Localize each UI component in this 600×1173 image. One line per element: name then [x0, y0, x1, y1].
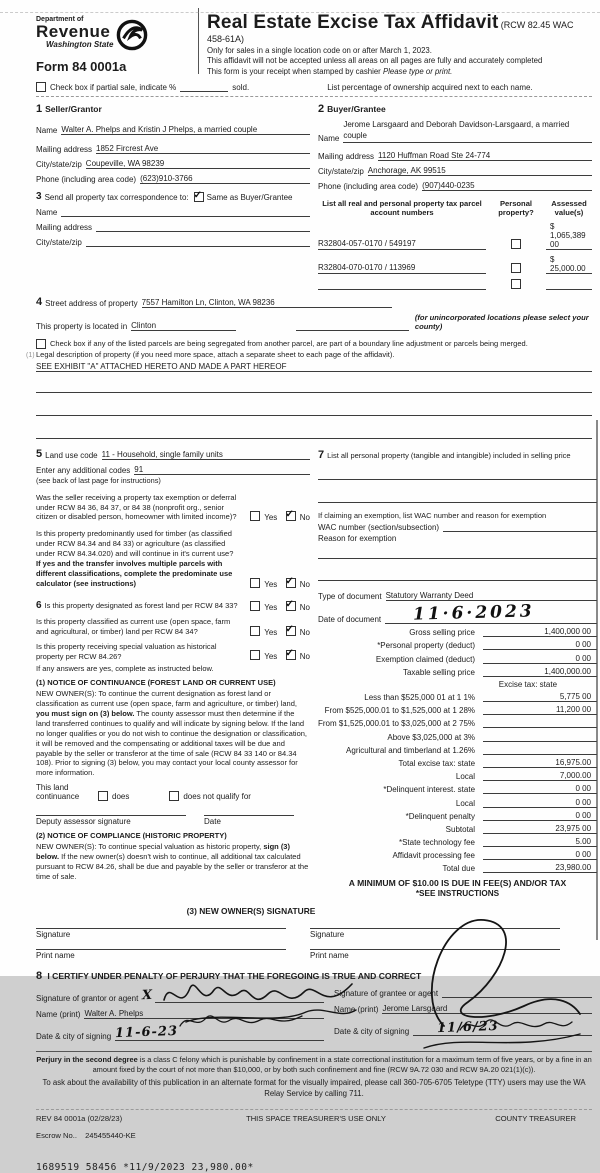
no-label: No: [299, 652, 310, 662]
buyer-name-label: Name: [318, 133, 340, 143]
personal-property-line[interactable]: [318, 493, 597, 503]
correspondence-name-label: Name: [36, 207, 58, 217]
perjury-lead: Perjury in the second degree: [36, 1055, 138, 1065]
no-label: No: [299, 579, 310, 589]
county-note: (for unincorporated locations please select your county): [414, 312, 589, 331]
buyer-phone-label: Phone (including area code): [318, 181, 419, 191]
legal-description-line[interactable]: [36, 406, 592, 416]
new-owner-signature-line[interactable]: Signature: [36, 928, 286, 939]
grantee-name-label: Name (print): [334, 1005, 379, 1015]
historical-no-checkbox[interactable]: [286, 650, 296, 660]
q1-no-checkbox[interactable]: [286, 511, 296, 521]
section8-number: 8: [36, 970, 43, 983]
document-date-field[interactable]: [385, 603, 597, 624]
form-header: [36, 6, 592, 76]
parcel-col1-header: List all real and personal property tax parcel account numbers: [322, 198, 482, 217]
parcel-table-header: [318, 199, 592, 217]
parcel-row: [318, 255, 592, 274]
tax-row-value[interactable]: 7,000.00: [483, 771, 597, 781]
reason-exemption-line[interactable]: [318, 549, 597, 559]
buyer-name-field[interactable]: Jerome Larsgaard and Deborah Davidson-Larsgaard, a married couple: [343, 119, 592, 143]
forest-land-question: Is this property designated as forest land per RCW 84 33?: [44, 600, 238, 610]
yes-label: Yes: [264, 513, 278, 523]
grantor-signature-field[interactable]: [155, 993, 324, 1003]
tax-row-value[interactable]: 1,400,000 00: [483, 627, 597, 637]
continuance-body: NEW OWNER(S): To continue the current designation as forest land or classification as current use (open space, farm and agriculture, or timber) land,: [36, 689, 297, 709]
q1-yes-checkbox[interactable]: [250, 511, 260, 521]
same-as-buyer-label: Same as Buyer/Grantee: [206, 192, 293, 202]
legal-description-line[interactable]: [36, 383, 592, 393]
forest-yes-checkbox[interactable]: [250, 601, 260, 611]
partial-sale-label: Check box if partial sale, indicate %: [50, 82, 177, 92]
revenue-logo-icon: [115, 18, 149, 52]
correspondence-label: Send all property tax correspondence to:: [44, 192, 189, 202]
excise-tax-state-header: Excise tax: state: [498, 679, 558, 689]
correspondence-name-field[interactable]: [61, 207, 310, 217]
partial-sale-checkbox[interactable]: [36, 82, 46, 92]
grantee-date-city-field[interactable]: [413, 1020, 592, 1036]
tax-row-label: *Delinquent interest. state: [383, 785, 476, 795]
new-owner-signature-line[interactable]: Signature: [310, 928, 560, 939]
new-owner-signature-title: (3) NEW OWNER(S) SIGNATURE: [186, 906, 316, 917]
perjury-body: is a class C felony which is punishable by confinement in a state correctional institution for a maximum term of five years, or by a fine in an amount fixed by the court of not more than $10,000, or by both such confinement and fine (RCW 9A.72 030 and RCW 9A.20 021(1)(c)).: [92, 1055, 592, 1075]
land-use-field[interactable]: 11 - Household, single family units: [102, 450, 310, 460]
seller-mailing-label: Mailing address: [36, 144, 93, 154]
tax-row-label: From $1,525,000.01 to $3,025,000 at 2 75%: [318, 719, 476, 729]
personal-property-checkbox[interactable]: [511, 239, 521, 249]
no-label: No: [299, 602, 310, 612]
yes-label: Yes: [264, 602, 278, 612]
form-title: Real Estate Excise Tax Affidavit: [207, 12, 499, 33]
buyer-mailing-field[interactable]: 1120 Huffman Road Ste 24-774: [378, 151, 592, 161]
tax-row-label: Affidavit processing fee: [392, 851, 476, 861]
timber-agriculture-question: Is this property predominantly used for timber (as classified under RCW 84.34 and 84 33) or agriculture (as classified under RCW 84.34.020) and will continue in it's current use?: [36, 529, 234, 559]
parcel-row: [318, 279, 592, 290]
county-field[interactable]: [296, 321, 409, 331]
seller-citystatezip-field[interactable]: Coupeville, WA 98239: [86, 159, 310, 169]
currentuse-yes-checkbox[interactable]: [250, 626, 260, 636]
scan-artifact: (1): [26, 352, 35, 359]
street-address-field[interactable]: 7557 Hamilton Ln, Clinton, WA 98236: [142, 298, 392, 308]
continuance-body-bold: you must sign on (3) below.: [36, 709, 135, 719]
land-use-label: Land use code: [45, 450, 98, 460]
grantee-printed-name[interactable]: Jerome Larsgaard: [382, 1004, 592, 1014]
yes-label: Yes: [264, 652, 278, 662]
yes-label: Yes: [264, 627, 278, 637]
section2-number: 2: [318, 102, 325, 115]
tax-row-value[interactable]: 11,200 00: [483, 705, 597, 715]
tax-row-label: *State technology fee: [398, 838, 476, 848]
tax-row-label: Local: [455, 772, 476, 782]
assessed-value-field[interactable]: $ 25,000.00: [546, 255, 592, 274]
header-note-2: This affidavit will not be accepted unless all areas on all pages are fully and accurately completed: [207, 56, 543, 65]
grantor-x-mark: X: [142, 988, 154, 1004]
tax-row-label: Less than $525,000 01 at 1 1%: [364, 693, 476, 703]
seller-name-field[interactable]: Walter A. Phelps and Kristin J Phelps, a married couple: [61, 125, 310, 135]
correspondence-citystatezip-field[interactable]: [86, 237, 310, 247]
handwritten-document-date: 11·6·2023: [412, 601, 536, 625]
exemption-claim-note: If claiming an exemption, list WAC number and reason for exemption: [318, 511, 547, 521]
perjury-notice: [36, 1051, 592, 1075]
yes-label: Yes: [264, 579, 278, 589]
scan-artifact: [596, 420, 598, 940]
historical-question: Is this property receiving special valuation as historical property per RCW 84.26?: [36, 641, 217, 661]
header-note-3: This form is your receipt when stamped by cashier: [207, 66, 381, 76]
personal-property-checkbox[interactable]: [511, 263, 521, 273]
timber-question-bold: If yes and the transfer involves multiple parcels with different classifications, complete the predominate use calculator (see instructions): [36, 559, 233, 588]
does-checkbox[interactable]: [98, 791, 108, 801]
same-as-buyer-checkbox[interactable]: [194, 192, 204, 202]
tax-row-value[interactable]: [483, 745, 597, 755]
header-note-1: Only for sales in a single location code on or after March 1, 2023.: [207, 45, 432, 55]
tax-row-value[interactable]: 5.00: [483, 837, 597, 847]
tax-row-value[interactable]: 23,980.00: [483, 863, 597, 873]
section7-number: 7: [318, 448, 325, 461]
tax-row-label: Local: [455, 798, 476, 808]
escrow-label: Escrow No..: [36, 1131, 77, 1141]
compliance-body-bold: sign (3) below.: [36, 842, 290, 862]
tax-row-label: Agricultural and timberland at 1.26%: [346, 745, 476, 755]
wac-number-label: WAC number (section/subsection): [318, 523, 440, 533]
deputy-date-line[interactable]: Date: [204, 815, 294, 826]
segregated-label: Check box if any of the listed parcels are being segregated from another parcel, are part of a boundary line adjustment or parcels being merged.: [50, 338, 528, 348]
document-date-label: Date of document: [318, 615, 382, 625]
grantor-date-city-label: Date & city of signing: [36, 1032, 112, 1042]
correspondence-citystatezip-label: City/state/zip: [36, 237, 82, 247]
tax-row-value[interactable]: 16,975.00: [483, 758, 597, 768]
footer-row: [36, 1109, 592, 1123]
compliance-body-2: If the new owner(s) doesn't wish to continue, all additional tax calculated pursuant to RCW 84.26, shall be due and payable by the seller or transferor at the time of sale.: [36, 852, 309, 881]
section1-number: 1: [36, 102, 43, 115]
compliance-body: NEW OWNER(S): To continue special valuation as historic property,: [36, 842, 264, 852]
rcw-reference: (RCW 82.45 WAC 458-61A): [207, 20, 574, 44]
grantee-signature-label: Signature of grantee or agent: [334, 989, 439, 999]
street-address-label: Street address of property: [45, 298, 138, 308]
partial-percent-field[interactable]: [180, 82, 228, 92]
ownership-note: List percentage of ownership acquired next to each name.: [327, 82, 533, 92]
tax-row-label: *Personal property (deduct): [377, 641, 476, 651]
seller-name-label: Name: [36, 125, 58, 135]
tax-row-value[interactable]: 23,975 00: [483, 824, 597, 834]
tax-row-label: Exemption claimed (deduct): [375, 654, 476, 664]
section5-number: 5: [36, 447, 43, 460]
buyer-citystatezip-field[interactable]: Anchorage, AK 99515: [368, 166, 592, 176]
cashier-stamp: 1689519 58456 *11/9/2023 23,980.00*: [36, 1162, 254, 1173]
seller-phone-label: Phone (including area code): [36, 174, 137, 184]
tax-row-label: Total excise tax: state: [398, 758, 476, 768]
tax-row-value[interactable]: 0 00: [483, 798, 597, 808]
back-of-page-note: (see back of last page for instructions): [36, 475, 161, 485]
spacer: [400, 542, 597, 543]
type-or-print-note: Please type or print.: [382, 66, 453, 76]
section1-heading: Seller/Grantor: [45, 103, 102, 114]
grantor-signature-label: Signature of grantor or agent: [36, 994, 139, 1004]
buyer-phone-field[interactable]: (907)440-0235: [422, 181, 592, 191]
tax-row-value[interactable]: 0 00: [483, 640, 597, 650]
document-type-field[interactable]: Statutory Warranty Deed: [386, 591, 597, 601]
tax-row-value[interactable]: 0 00: [483, 811, 597, 821]
assessed-value-field[interactable]: [546, 279, 592, 290]
this-land-label: This land continuance: [36, 783, 80, 802]
tax-row-label: Gross selling price: [409, 628, 476, 638]
county-treasurer-label: COUNTY TREASURER: [495, 1114, 576, 1124]
grantor-name-label: Name (print): [36, 1010, 81, 1020]
parcel-row: [318, 222, 592, 250]
personal-property-line[interactable]: [318, 470, 597, 480]
seller-citystatezip-label: City/state/zip: [36, 159, 82, 169]
currentuse-no-checkbox[interactable]: [286, 626, 296, 636]
does-not-checkbox[interactable]: [169, 791, 179, 801]
parcel-number-field[interactable]: R32804-070-0170 / 113969: [318, 263, 486, 274]
handwritten-grantor-date: 11-6-23: [114, 1024, 179, 1042]
continuance-body-2: The county assessor must then determine if the land transferred continues to qualify and will indicate by signing below. If the land no longer qualifies or you do not wish to continue the designation or classification, it will be removed and the compensating or additional taxes will be due and payable by the seller or transferor at the time of sale (RCW 84 33 140 or 84.34 108). Prior to signing (3) below, you may contact your local county assessor for more information.: [36, 709, 307, 778]
parcel-col3-header: Assessed value(s): [551, 198, 587, 217]
additional-codes-field[interactable]: 91: [134, 465, 310, 475]
certification-section: [36, 970, 592, 1041]
wac-number-field[interactable]: [443, 522, 597, 532]
forest-no-checkbox[interactable]: [286, 601, 296, 611]
tax-row-value[interactable]: 0 00: [483, 654, 597, 664]
reason-exemption-line[interactable]: [318, 571, 597, 581]
personal-property-checkbox[interactable]: [511, 279, 521, 289]
no-label: No: [299, 513, 310, 523]
tax-row-value[interactable]: [483, 732, 597, 742]
header-divider: [198, 8, 199, 74]
alternate-format-note: To ask about the availability of this publication in an alternate format for the visually impaired, please call 360-705-6705 Teletype (TTY) users may use the WA Relay Service by calling 711.: [42, 1078, 586, 1098]
section6-number: 6: [36, 599, 42, 611]
sold-label: sold.: [232, 82, 250, 92]
seller-mailing-field[interactable]: 1852 Fircrest Ave: [96, 144, 310, 154]
grantee-signature-field[interactable]: [442, 988, 592, 998]
escrow-row: [36, 1131, 592, 1140]
assessed-value-field[interactable]: $ 1,065,389 00: [546, 222, 592, 250]
tax-row-value[interactable]: 5,775 00: [483, 692, 597, 702]
tax-row-label: From $525,000.01 to $1,525,000 at 1 28%: [324, 706, 476, 716]
section2-heading: Buyer/Grantee: [327, 103, 386, 114]
buyer-mailing-label: Mailing address: [318, 151, 375, 161]
section4-number: 4: [36, 295, 43, 308]
personal-property-list-label: List all personal property (tangible and intangible) included in selling price: [327, 450, 571, 460]
tax-row-label: Taxable selling price: [402, 667, 476, 677]
tax-row-label: Total due: [442, 864, 476, 874]
exemption-deferral-question: Was the seller receiving a property tax exemption or deferral under RCW 84 36, 84 37, or 84 38 (nonprofit org., senior citizen or disabled person, homeowner with limited income)?: [36, 492, 237, 522]
deputy-assessor-signature-line[interactable]: Deputy assessor signature: [36, 815, 186, 826]
certify-statement: I CERTIFY UNDER PENALTY OF PERJURY THAT THE FOREGOING IS TRUE AND CORRECT: [47, 971, 422, 982]
minimum-due-note: A MINIMUM OF $10.00 IS DUE IN FEE(S) AND/OR TAX: [348, 878, 567, 889]
treasurer-space-label: THIS SPACE TREASURER'S USE ONLY: [246, 1114, 386, 1124]
does-label: does: [112, 792, 130, 802]
continuance-title: (1) NOTICE OF CONTINUANCE (FOREST LAND OR CURRENT USE): [36, 678, 276, 688]
tax-row-value[interactable]: 0 00: [483, 850, 597, 860]
scan-artifact: [0, 12, 600, 13]
located-in-field[interactable]: Clinton: [131, 321, 236, 331]
section3-number: 3: [36, 190, 42, 202]
new-owner-printname-line[interactable]: Print name: [310, 949, 560, 960]
state-label: Washington State: [46, 40, 114, 49]
grantor-date-city-field[interactable]: [115, 1025, 324, 1041]
does-not-label: does not qualify for: [183, 792, 251, 802]
additional-codes-label: Enter any additional codes: [36, 465, 131, 475]
handwritten-grantee-date: 11/6/23: [436, 1019, 500, 1037]
document-type-label: Type of document: [318, 592, 382, 602]
parcel-number-field[interactable]: R32804-057-0170 / 549197: [318, 239, 486, 250]
form-number: Form 84 0001a: [36, 59, 127, 74]
dept-of-label: Department of: [36, 16, 84, 23]
new-owner-signature-block: [36, 906, 592, 960]
current-use-question: Is this property classified as current use (open space, farm and agricultural, or timber) land per RCW 84 34?: [36, 616, 231, 636]
parcel-number-field[interactable]: [318, 279, 486, 290]
correspondence-mailing-label: Mailing address: [36, 222, 93, 232]
buyer-citystatezip-label: City/state/zip: [318, 166, 364, 176]
correspondence-mailing-field[interactable]: [96, 222, 310, 232]
tax-row-value[interactable]: 0 00: [483, 784, 597, 794]
parcel-col2-header: Personal property?: [498, 198, 534, 217]
seller-phone-field[interactable]: (623)910-3766: [140, 174, 310, 184]
grantor-printed-name[interactable]: Walter A. Phelps: [84, 1009, 324, 1019]
tax-row-label: *Delinquent penalty: [405, 811, 476, 821]
legal-description-label: Legal description of property (if you need more space, attach a separate sheet to each page of the affidavit).: [36, 349, 395, 359]
partial-sale-row: [36, 82, 592, 97]
no-label: No: [299, 627, 310, 637]
compliance-title: (2) NOTICE OF COMPLIANCE (HISTORIC PROPERTY): [36, 831, 227, 841]
historical-yes-checkbox[interactable]: [250, 650, 260, 660]
tax-row-value[interactable]: 1,400,000.00: [483, 667, 597, 677]
new-owner-printname-line[interactable]: Print name: [36, 949, 286, 960]
reason-exemption-label: Reason for exemption: [318, 534, 397, 544]
see-instructions-note: *SEE INSTRUCTIONS: [415, 889, 500, 899]
legal-description-line[interactable]: [36, 429, 592, 439]
grantee-date-city-label: Date & city of signing: [334, 1027, 410, 1037]
tax-row-value[interactable]: [483, 718, 597, 728]
q2-yes-checkbox[interactable]: [250, 578, 260, 588]
q2-no-checkbox[interactable]: [286, 578, 296, 588]
tax-row-label: Subtotal: [445, 824, 476, 834]
tax-row-label: Above $3,025,000 at 3%: [387, 732, 476, 742]
rev-number: REV 84 0001a (02/28/23): [36, 1114, 123, 1124]
legal-description-field[interactable]: SEE EXHIBIT "A" ATTACHED HERETO AND MADE A PART HEREOF: [36, 362, 592, 372]
located-in-label: This property is located in: [36, 321, 128, 331]
agency-name: Revenue: [36, 22, 111, 41]
segregated-checkbox[interactable]: [36, 339, 46, 349]
escrow-number: 245455440-KE: [85, 1131, 136, 1141]
if-yes-note: If any answers are yes, complete as instructed below.: [36, 664, 214, 674]
